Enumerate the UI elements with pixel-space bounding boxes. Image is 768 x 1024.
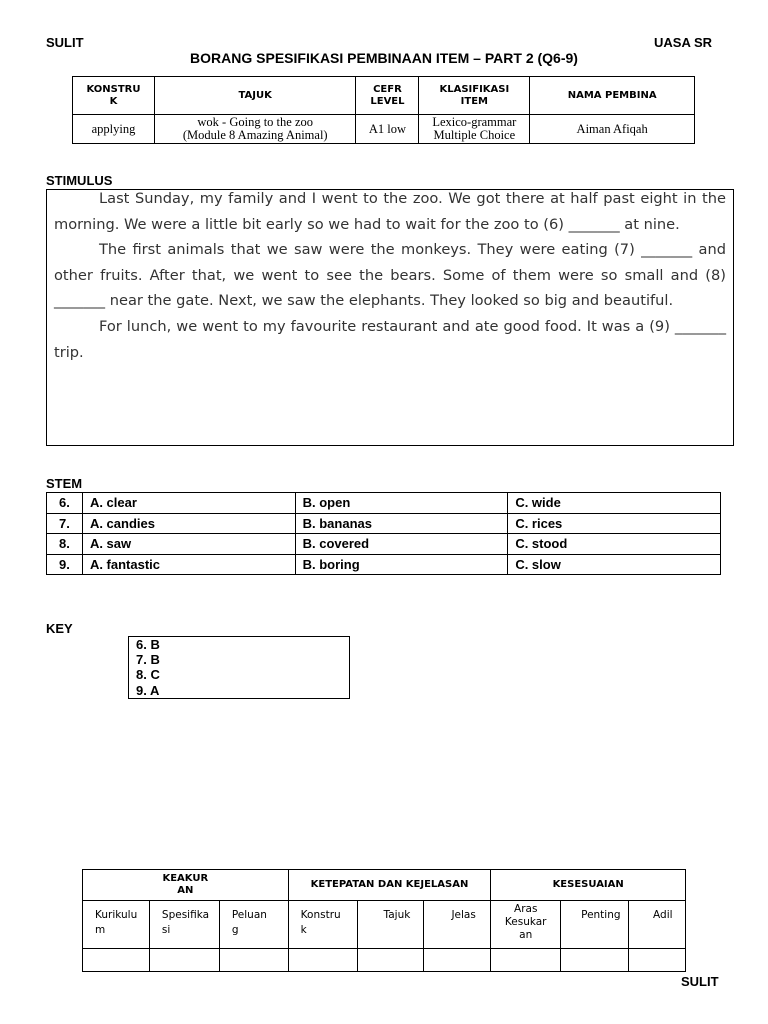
review-group-kesesuaian [491,870,686,901]
spec-value-nama-pembina [530,115,695,144]
question-number: 9. [47,554,83,575]
spec-value-konstruk-text: applying [91,121,136,136]
review-col-peluang-text: Peluan g [231,909,267,936]
review-col-peluang [219,901,288,949]
table-row [47,493,721,514]
review-cell-empty[interactable] [357,949,424,972]
footer-right-label: SULIT [681,974,719,989]
review-group-ketepatan-text: KETEPATAN DAN KEJELASAN [310,879,469,890]
review-col-konstruk-text: Konstru k [300,909,341,936]
spec-value-klasifikasi [419,115,530,144]
spec-header-tajuk-text: TAJUK [238,89,272,101]
review-col-adil-text: Adil [653,909,673,921]
option-c: C. slow [508,554,721,575]
review-col-jelas-text: Jelas [451,909,476,921]
option-a: A. candies [82,513,295,534]
spec-header-cefr-level-text: CEFR LEVEL [370,83,405,107]
option-a: A. fantastic [82,554,295,575]
review-col-penting [561,901,629,949]
question-number: 6. [47,493,83,514]
review-group-ketepatan [288,870,491,901]
question-number: 8. [47,534,83,555]
option-c: C. wide [508,493,721,514]
review-col-spesifikasi [149,901,219,949]
option-b: B. open [295,493,508,514]
spec-value-cefr-level [356,115,419,144]
review-col-jelas [424,901,491,949]
page-title: BORANG SPESIFIKASI PEMBINAAN ITEM – PART 2 (Q6-9) [190,50,578,66]
option-a: A. clear [82,493,295,514]
stimulus-paragraph-2: The first animals that we saw were the monkeys. They were eating (7) _______ and other fruits. After that, we went to see the bears. Some of them were so small and (8) _______ near the gate. Next, we saw the elephants. They looked so big and beautiful. [54,241,726,310]
review-cell-empty[interactable] [491,949,561,972]
spec-header-tajuk [154,77,356,115]
review-col-tajuk-text: Tajuk [383,909,411,921]
spec-header-konstruk [73,77,155,115]
spec-value-tajuk-text: wok - Going to the zoo (Module 8 Amazing Animal) [182,115,328,142]
review-cell-empty[interactable] [561,949,629,972]
stimulus-paragraph-1: Last Sunday, my family and I went to the zoo. We got there at half past eight in the morning. We were a little bit early so we had to wait for the zoo to (6) _______ at nine. [54,190,726,233]
spec-value-klasifikasi-text: Lexico-grammar Multiple Choice [432,115,517,142]
spec-header-cefr-level [356,77,419,115]
review-group-keakuran-text: KEAKUR AN [162,873,209,896]
key-answer: 6. B [136,637,160,652]
key-answer: 9. A [136,682,160,698]
review-cell-empty[interactable] [424,949,491,972]
spec-value-cefr-level-text: A1 low [368,121,407,136]
spec-header-nama-pembina-text: NAMA PEMBINA [567,89,657,101]
review-cell-empty[interactable] [83,949,150,972]
table-row [47,513,721,534]
stem-label: STEM [46,476,83,491]
header-left-label: SULIT [46,35,84,50]
spec-header-nama-pembina [530,77,695,115]
option-b: B. covered [295,534,508,555]
review-cell-empty[interactable] [149,949,219,972]
review-cell-empty[interactable] [219,949,288,972]
question-number: 7. [47,513,83,534]
review-cell-empty[interactable] [288,949,357,972]
key-answer: 7. B [136,652,160,668]
review-col-konstruk [288,901,357,949]
key-answer: 8. C [136,667,160,683]
review-col-penting-text: Penting [581,909,621,921]
review-col-kurikulum [83,901,150,949]
stem-table [46,492,721,575]
option-b: B. bananas [295,513,508,534]
review-col-tajuk [357,901,424,949]
key-box [128,636,350,699]
review-col-adil [629,901,686,949]
review-col-spesifikasi-text: Spesifika si [161,909,210,936]
key-label: KEY [46,621,73,636]
review-cell-empty[interactable] [629,949,686,972]
spec-header-klasifikasi-text: KLASIFIKASI ITEM [439,83,510,107]
key-answers [136,637,160,698]
review-col-aras-kesukaran [491,901,561,949]
option-c: C. stood [508,534,721,555]
option-a: A. saw [82,534,295,555]
spec-value-konstruk [73,115,155,144]
stimulus-text [54,186,726,365]
header-right-label: UASA SR [654,35,713,50]
spec-value-nama-pembina-text: Aiman Afiqah [576,121,648,136]
table-row [47,534,721,555]
review-col-aras-kesukaran-text: Aras Kesukar an [504,903,547,941]
review-group-kesesuaian-text: KESESUAIAN [552,879,624,890]
stimulus-paragraph-3: For lunch, we went to my favourite restaurant and ate good food. It was a (9) _______ trip. [54,317,726,361]
review-group-keakuran [83,870,289,901]
stimulus-label: STIMULUS [46,173,113,188]
review-col-kurikulum-text: Kurikulu m [95,909,138,936]
option-c: C. rices [508,513,721,534]
table-row [47,554,721,575]
review-table [82,869,686,972]
specification-table [72,76,695,144]
option-b: B. boring [295,554,508,575]
spec-value-tajuk [154,115,356,144]
spec-header-konstruk-text: KONSTRU K [86,83,141,107]
spec-header-klasifikasi [419,77,530,115]
